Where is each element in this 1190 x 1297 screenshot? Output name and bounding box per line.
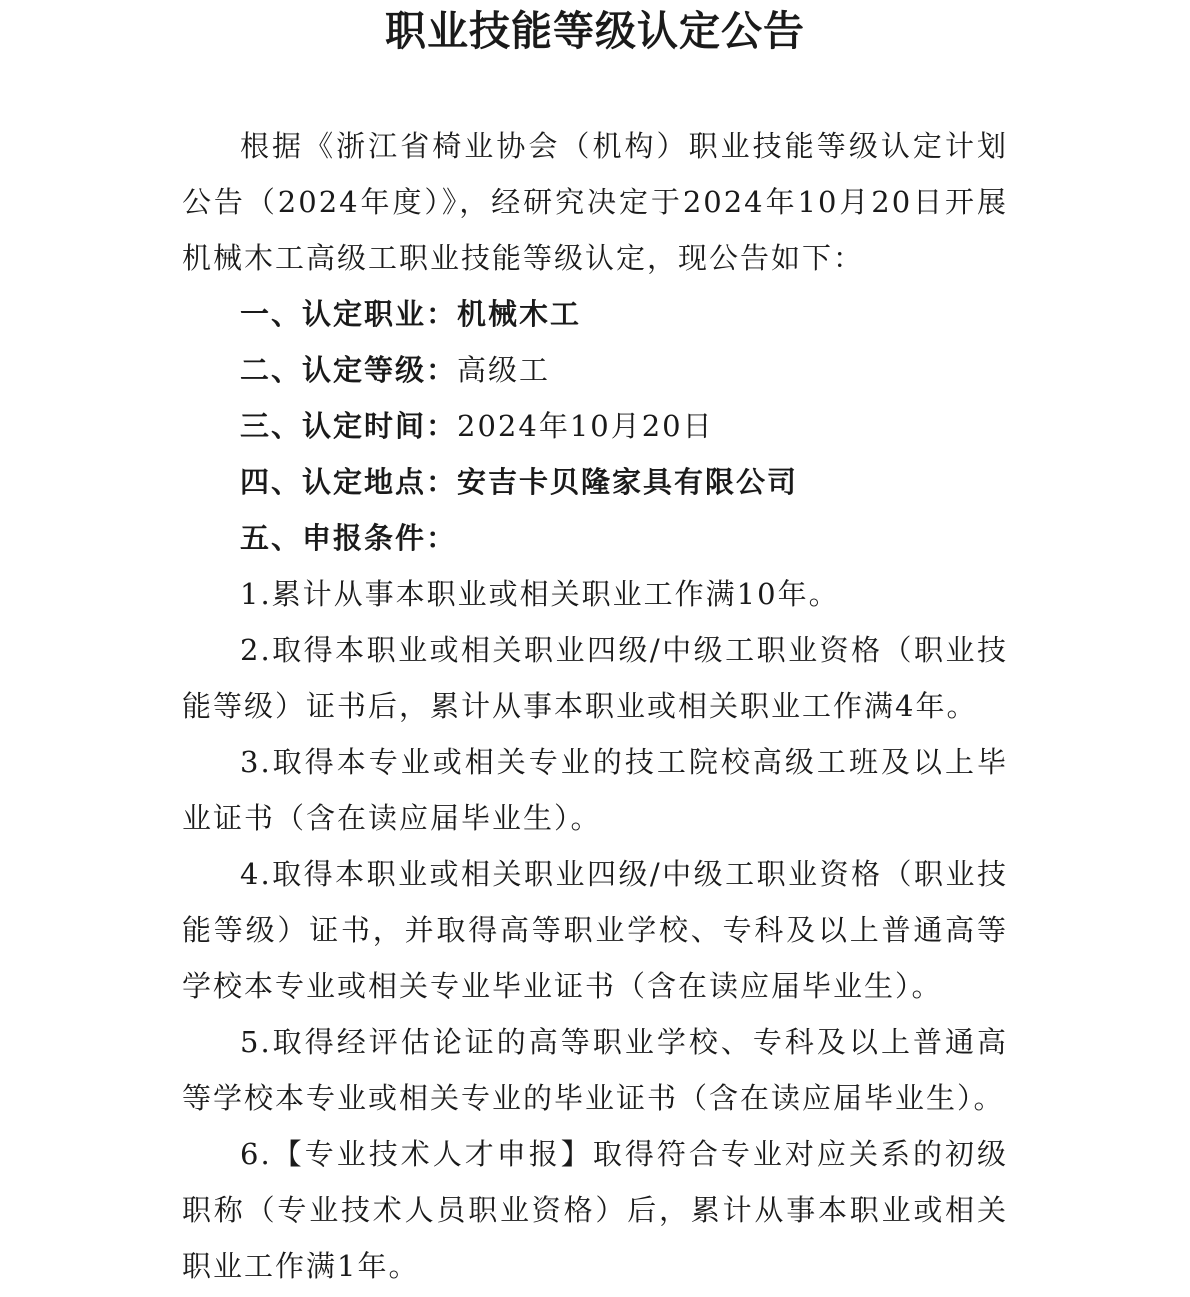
item-label: 三、认定时间： bbox=[240, 409, 458, 443]
item-occupation bbox=[182, 286, 1008, 342]
item-value: 机械木工 bbox=[457, 297, 582, 331]
intro-paragraph: 根据《浙江省椅业协会（机构）职业技能等级认定计划公告（2024年度）》，经研究决定于2024年10月20日开展机械木工高级工职业技能等级认定，现公告如下： bbox=[182, 129, 1008, 275]
condition-2: 2.取得本职业或相关职业四级/中级工职业资格（职业技能等级）证书后，累计从事本职业或相关职业工作满4年。 bbox=[182, 633, 1008, 723]
condition-5: 5.取得经评估论证的高等职业学校、专科及以上普通高等学校本专业或相关专业的毕业证书（含在读应届毕业生）。 bbox=[182, 1025, 1008, 1115]
item-location bbox=[182, 454, 1008, 510]
condition-3: 3.取得本专业或相关专业的技工院校高级工班及以上毕业证书（含在读应届毕业生）。 bbox=[182, 745, 1008, 835]
item-time bbox=[182, 398, 1008, 454]
item-label: 一、认定职业： bbox=[240, 297, 458, 331]
item-level bbox=[182, 342, 1008, 398]
condition-4: 4.取得本职业或相关职业四级/中级工职业资格（职业技能等级）证书，并取得高等职业学校、专科及以上普通高等学校本专业或相关专业毕业证书（含在读应届毕业生）。 bbox=[182, 857, 1008, 1003]
condition-1: 1.累计从事本职业或相关职业工作满10年。 bbox=[240, 577, 840, 611]
document-title: 职业技能等级认定公告 bbox=[385, 7, 805, 55]
item-label: 二、认定等级： bbox=[240, 353, 458, 387]
item-label: 五、申报条件： bbox=[240, 521, 458, 555]
item-value: 安吉卡贝隆家具有限公司 bbox=[457, 465, 799, 499]
document-body bbox=[182, 118, 1008, 1294]
item-value: 高级工 bbox=[457, 353, 551, 387]
condition-6: 6.【专业技术人才申报】取得符合专业对应关系的初级职称（专业技术人员职业资格）后，累计从事本职业或相关职业工作满1年。 bbox=[182, 1137, 1008, 1283]
item-label: 四、认定地点： bbox=[240, 465, 458, 499]
item-conditions-heading bbox=[182, 510, 1008, 566]
item-value: 2024年10月20日 bbox=[457, 409, 714, 443]
